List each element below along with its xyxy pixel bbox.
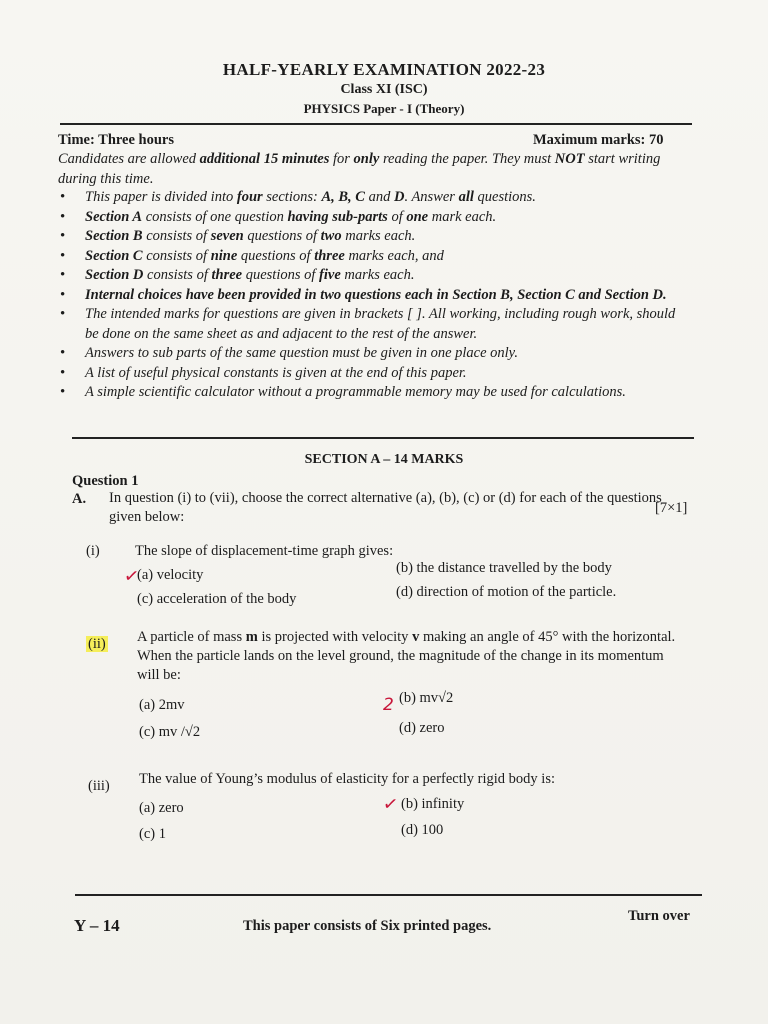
instruction-item: • Section C consists of nine questions of three marks each, and: [58, 247, 678, 267]
option-b: (b) the distance travelled by the body: [396, 560, 612, 576]
option-c: (c) acceleration of the body: [137, 591, 297, 607]
instruction-item: • Answers to sub parts of the same question must be given in one place only.: [58, 344, 678, 364]
option-d: (d) zero: [399, 720, 445, 736]
instruction-item: • Section D consists of three questions of five marks each.: [58, 266, 678, 286]
question-number: (iii): [88, 778, 110, 794]
tick-mark-icon: ✓: [381, 793, 400, 816]
instruction-item: • Internal choices have been provided in two questions each in Section B, Section C and Section D.: [58, 286, 678, 306]
footer-rule: [75, 894, 702, 896]
option-a: (a) 2mv: [139, 697, 185, 713]
instruction-item: • This paper is divided into four sections: A, B, C and D. Answer all questions.: [58, 188, 678, 208]
option-b: (b) infinity: [401, 796, 465, 812]
exam-class: Class XI (ISC): [340, 82, 428, 97]
instructions-rule: [72, 437, 694, 439]
highlighted-number: (ii): [88, 636, 106, 652]
header-rule: [60, 123, 692, 125]
candidates-note: Candidates are allowed additional 15 minutes for only reading the paper. They must NOT start writing during this time.: [58, 151, 661, 187]
instruction-item: • The intended marks for questions are given in brackets [ ]. All working, including rough work, should be done on the same sheet as and adjacent to the rest of the answer.: [58, 305, 678, 344]
option-d: (d) 100: [401, 822, 444, 838]
option-c: (c) mv /√2: [139, 724, 201, 740]
question-marks: [7×1]: [655, 500, 688, 516]
option-a: (a) zero: [139, 800, 184, 816]
question-part: A.: [72, 491, 87, 507]
instructions-list: [58, 188, 678, 403]
exam-paper: PHYSICS Paper - I (Theory): [303, 101, 465, 116]
question-label: Question 1: [72, 473, 139, 489]
option-c: (c) 1: [139, 826, 166, 842]
paper-code: Y – 14: [74, 916, 120, 935]
turn-over: Turn over: [628, 908, 690, 924]
section-title: SECTION A – 14 MARKS: [304, 452, 464, 467]
question-number: [86, 636, 108, 653]
question-number: (i): [86, 543, 100, 559]
instruction-item: • Section B consists of seven questions of two marks each.: [58, 227, 678, 247]
instruction-item: • Section A consists of one question having sub-parts of one mark each.: [58, 208, 678, 228]
option-d: (d) direction of motion of the particle.: [396, 584, 617, 600]
handwritten-two: 2: [383, 695, 394, 715]
option-a: (a) velocity: [137, 567, 204, 583]
question-text: A particle of mass m is projected with velocity v making an angle of 45° with the horizontal. When the particle lands on the level ground, the magnitude of the change in its momentum will be:: [137, 629, 676, 683]
question-intro: In question (i) to (vii), choose the correct alternative (a), (b), (c) or (d) for each of the questions given below:: [109, 490, 662, 525]
question-text: The slope of displacement-time graph gives:: [135, 543, 394, 559]
instruction-item: • A simple scientific calculator without a programmable memory may be used for calculations.: [58, 383, 678, 403]
time-allowed: Time: Three hours: [58, 132, 175, 148]
instruction-item: • A list of useful physical constants is given at the end of this paper.: [58, 364, 678, 384]
option-b: (b) mv√2: [399, 690, 454, 706]
question-text: The value of Young’s modulus of elasticity for a perfectly rigid body is:: [139, 771, 555, 787]
page-count-note: This paper consists of Six printed pages.: [243, 918, 492, 934]
maximum-marks: Maximum marks: 70: [533, 132, 664, 148]
tick-mark-icon: ✓: [122, 565, 141, 588]
exam-title: HALF-YEARLY EXAMINATION 2022-23: [222, 60, 546, 79]
